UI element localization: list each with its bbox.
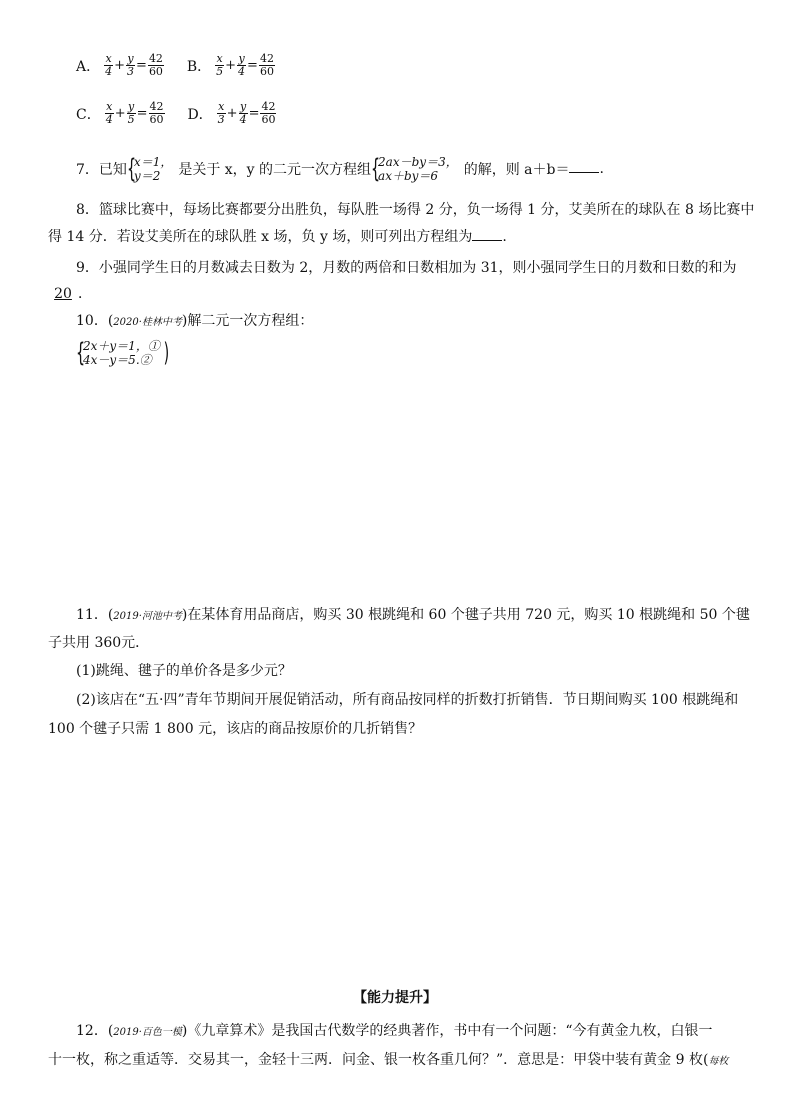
- question-8-line-1: 8．篮球比赛中，每场比赛都要分出胜负，每队胜一场得 2 分，负一场得 1 分，艾美所在的球队在 8 场比赛中: [76, 202, 755, 218]
- option-b-label: B．: [186, 58, 212, 75]
- question-8-line-2: 得 14 分．若设艾美所在的球队胜 x 场，负 y 场，则可列出方程组为 .: [48, 229, 507, 245]
- section-title: 【能力提升】: [353, 990, 437, 1006]
- answer-blank: [569, 160, 599, 173]
- question-9-line-2: 20 ．: [48, 283, 92, 303]
- option-c-label: C．: [76, 106, 101, 123]
- question-11-sub-2-line-2: 100 个毽子只需 1 800 元，该店的商品按原价的几折销售？: [48, 721, 423, 737]
- question-7: 7．已知 { x＝1， y＝2 是关于 x，y 的二元一次方程组 { 2ax－by＝3， ax＋by＝6 的解，则 a＋b＝ .: [76, 154, 604, 184]
- equation-system: { 2x＋y＝1，① 4x－y＝5.② ): [76, 338, 169, 368]
- answer-value: 20: [54, 286, 72, 302]
- question-11-line-2: 子共用 360元．: [48, 635, 150, 651]
- question-11-line-1: 11．(2019·河池中考)在某体育用品商店，购买 30 根跳绳和 60 个毽子共用 720 元，购买 10 根跳绳和 50 个毽: [76, 607, 750, 623]
- question-9-line-1: 9．小强同学生日的月数减去日数为 2，月数的两倍和日数相加为 31，则小强同学生日的月数和日数的和为: [76, 260, 737, 276]
- equation-system: { x＝1， y＝2: [126, 154, 173, 184]
- question-12-line-1: 12．(2019·百色一模)《九章算术》是我国古代数学的经典著作，书中有一个问题：“今有黄金九枚，白银一: [76, 1023, 713, 1039]
- question-11-sub-1: (1)跳绳、毽子的单价各是多少元？: [76, 663, 292, 679]
- option-a-label: A．: [76, 58, 101, 75]
- answer-blank: [472, 228, 502, 241]
- equation-system: { 2ax－by＝3， ax＋by＝6: [371, 154, 458, 184]
- option-row-cd: C． $\frac{x}{4}$ + $\frac{y}{5}$ = $\frac{42}{60}$ D． $\frac{x}{3}$ + $\frac{y}{4}$ = $\frac{42}{60}$: [76, 100, 276, 126]
- question-10-system: [76, 339, 169, 367]
- question-10: 10．(2020·桂林中考)解二元一次方程组：: [76, 313, 314, 329]
- source-label: 2019·百色一模: [113, 1027, 182, 1038]
- frac: $\frac{x}{4}$: [105, 52, 113, 78]
- question-12-line-2: 十一枚，称之重适等．交易其一，金轻十三两．问金、银一枚各重几何？”．意思是：甲袋中装有黄金 9 枚(每枚: [48, 1052, 729, 1068]
- option-d-label: D．: [187, 106, 213, 123]
- option-row-ab: A． $\frac{x}{4}$ + $\frac{y}{3}$ = $\frac{42}{60}$ B． $\frac{x}{5}$ + $\frac{y}{4}$ = $\frac{42}{60}$: [76, 52, 274, 78]
- question-11-sub-2-line-1: (2)该店在“五·四”青年节期间开展促销活动，所有商品按同样的折数打折销售．节日期间购买 100 根跳绳和: [76, 692, 739, 708]
- source-label: 2019·河池中考: [113, 611, 182, 622]
- source-label: 2020·桂林中考: [113, 317, 182, 328]
